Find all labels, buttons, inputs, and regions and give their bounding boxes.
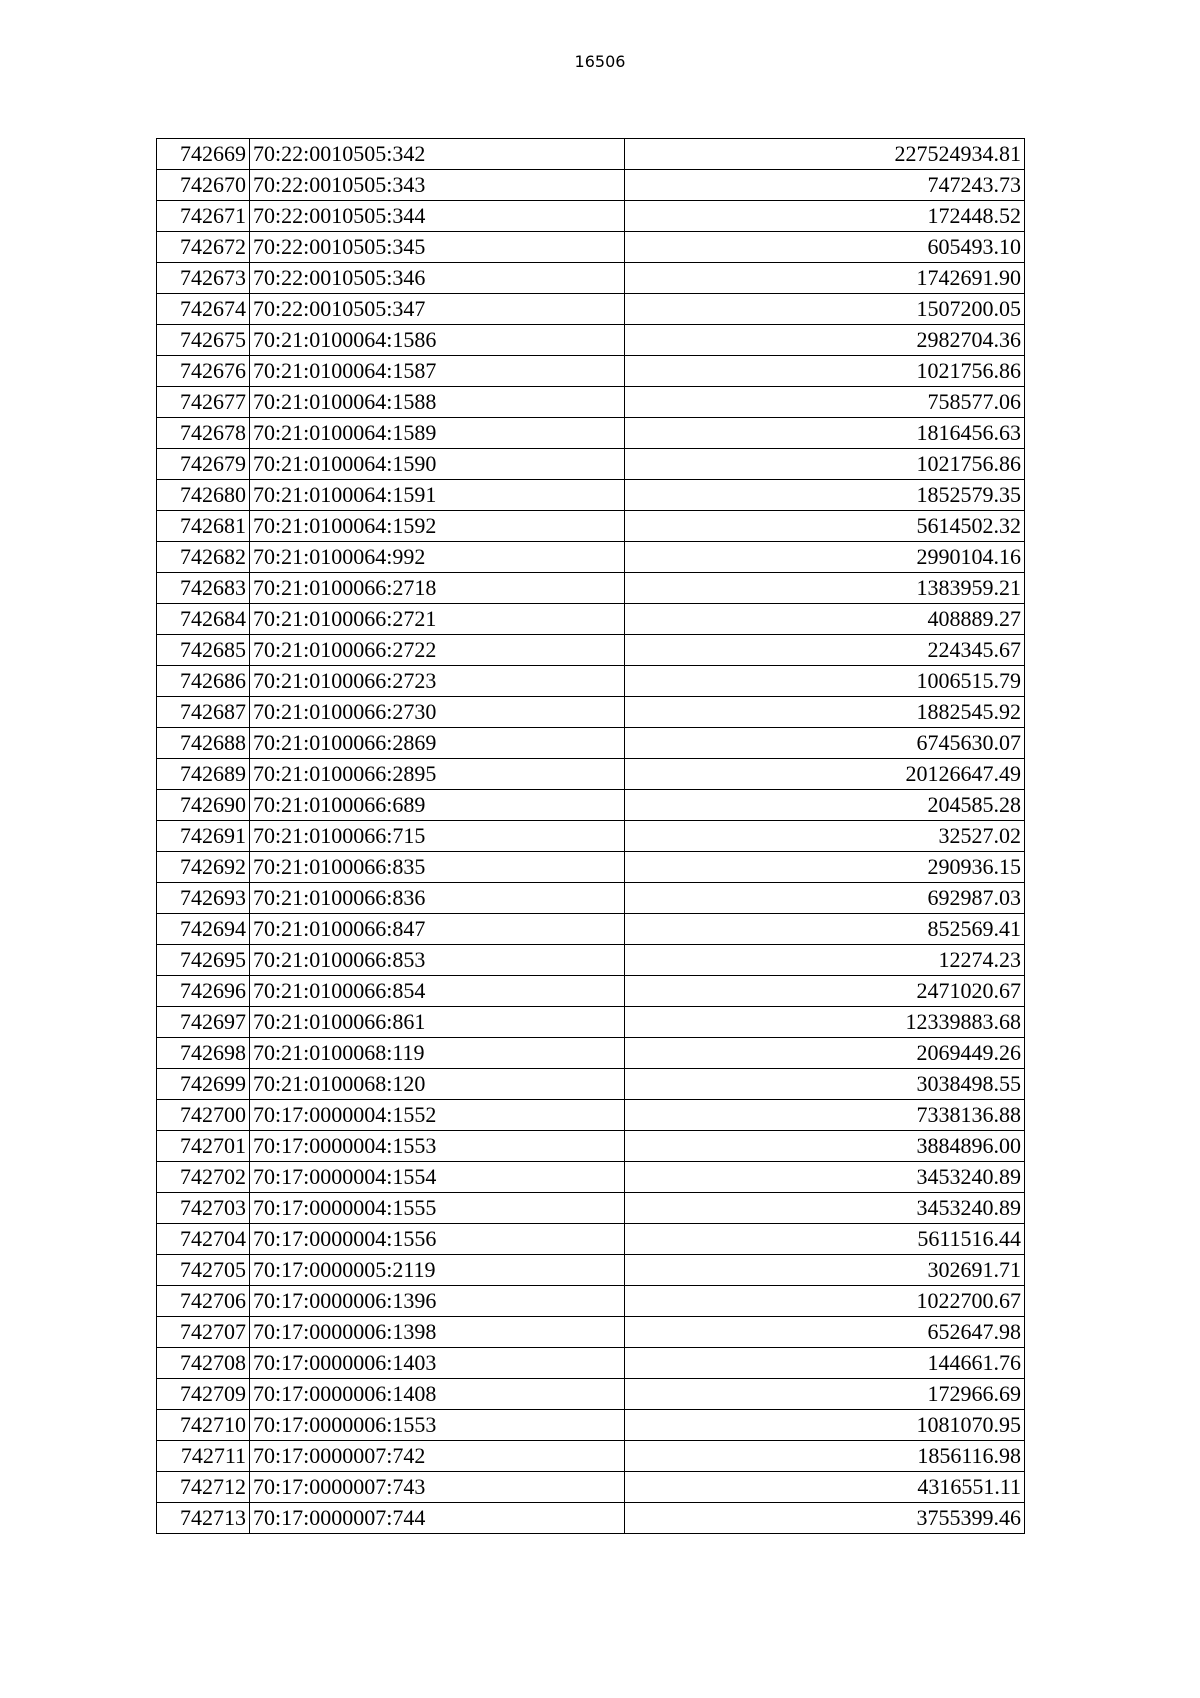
cadastral-number-cell: 70:21:0100064:1589 xyxy=(250,418,625,449)
cadastral-value-cell: 2982704.36 xyxy=(625,325,1025,356)
table-row xyxy=(157,573,1025,604)
row-number-cell: 742701 xyxy=(157,1131,250,1162)
table-row xyxy=(157,170,1025,201)
cadastral-number-cell: 70:21:0100066:2718 xyxy=(250,573,625,604)
cadastral-number-cell: 70:21:0100064:1591 xyxy=(250,480,625,511)
row-number-cell: 742713 xyxy=(157,1503,250,1534)
cadastral-number-cell: 70:17:0000006:1408 xyxy=(250,1379,625,1410)
cadastral-number-cell: 70:22:0010505:347 xyxy=(250,294,625,325)
table-row xyxy=(157,387,1025,418)
cadastral-number-cell: 70:21:0100064:1587 xyxy=(250,356,625,387)
cadastral-number-cell: 70:21:0100066:715 xyxy=(250,821,625,852)
cadastral-number-cell: 70:21:0100066:847 xyxy=(250,914,625,945)
cadastral-value-cell: 144661.76 xyxy=(625,1348,1025,1379)
cadastral-number-cell: 70:22:0010505:344 xyxy=(250,201,625,232)
table-row xyxy=(157,1379,1025,1410)
table-row xyxy=(157,697,1025,728)
row-number-cell: 742694 xyxy=(157,914,250,945)
cadastral-number-cell: 70:17:0000004:1553 xyxy=(250,1131,625,1162)
table-row xyxy=(157,883,1025,914)
row-number-cell: 742682 xyxy=(157,542,250,573)
cadastral-value-cell: 1006515.79 xyxy=(625,666,1025,697)
table-body xyxy=(157,139,1025,1534)
table-row xyxy=(157,480,1025,511)
cadastral-value-cell: 1856116.98 xyxy=(625,1441,1025,1472)
cadastral-number-cell: 70:17:0000006:1553 xyxy=(250,1410,625,1441)
cadastral-number-cell: 70:17:0000004:1552 xyxy=(250,1100,625,1131)
cadastral-value-cell: 227524934.81 xyxy=(625,139,1025,170)
table-row xyxy=(157,201,1025,232)
cadastral-number-cell: 70:17:0000004:1554 xyxy=(250,1162,625,1193)
table-row xyxy=(157,914,1025,945)
row-number-cell: 742697 xyxy=(157,1007,250,1038)
row-number-cell: 742669 xyxy=(157,139,250,170)
table-row xyxy=(157,356,1025,387)
cadastral-number-cell: 70:21:0100064:1586 xyxy=(250,325,625,356)
table-row xyxy=(157,666,1025,697)
cadastral-value-cell: 1022700.67 xyxy=(625,1286,1025,1317)
table-row xyxy=(157,232,1025,263)
cadastral-value-cell: 1882545.92 xyxy=(625,697,1025,728)
row-number-cell: 742681 xyxy=(157,511,250,542)
page-number: 16506 xyxy=(574,52,626,71)
cadastral-value-cell: 224345.67 xyxy=(625,635,1025,666)
table-row xyxy=(157,1193,1025,1224)
table-row xyxy=(157,1069,1025,1100)
cadastral-number-cell: 70:17:0000006:1403 xyxy=(250,1348,625,1379)
cadastral-value-cell: 1021756.86 xyxy=(625,449,1025,480)
cadastral-number-cell: 70:17:0000007:742 xyxy=(250,1441,625,1472)
cadastral-number-cell: 70:17:0000006:1396 xyxy=(250,1286,625,1317)
cadastral-value-cell: 6745630.07 xyxy=(625,728,1025,759)
row-number-cell: 742676 xyxy=(157,356,250,387)
cadastral-value-cell: 7338136.88 xyxy=(625,1100,1025,1131)
row-number-cell: 742688 xyxy=(157,728,250,759)
cadastral-value-cell: 3884896.00 xyxy=(625,1131,1025,1162)
table-row xyxy=(157,976,1025,1007)
cadastral-value-cell: 204585.28 xyxy=(625,790,1025,821)
table-row xyxy=(157,1441,1025,1472)
table-row xyxy=(157,852,1025,883)
cadastral-value-cell: 652647.98 xyxy=(625,1317,1025,1348)
cadastral-number-cell: 70:17:0000007:743 xyxy=(250,1472,625,1503)
cadastral-number-cell: 70:17:0000007:744 xyxy=(250,1503,625,1534)
cadastral-number-cell: 70:21:0100066:2730 xyxy=(250,697,625,728)
row-number-cell: 742708 xyxy=(157,1348,250,1379)
table-row xyxy=(157,511,1025,542)
cadastral-number-cell: 70:21:0100066:861 xyxy=(250,1007,625,1038)
cadastral-number-cell: 70:21:0100066:2721 xyxy=(250,604,625,635)
cadastral-number-cell: 70:17:0000004:1555 xyxy=(250,1193,625,1224)
table-row xyxy=(157,294,1025,325)
table-row xyxy=(157,1410,1025,1441)
row-number-cell: 742695 xyxy=(157,945,250,976)
cadastral-number-cell: 70:21:0100066:835 xyxy=(250,852,625,883)
row-number-cell: 742710 xyxy=(157,1410,250,1441)
row-number-cell: 742690 xyxy=(157,790,250,821)
cadastral-number-cell: 70:21:0100068:119 xyxy=(250,1038,625,1069)
row-number-cell: 742679 xyxy=(157,449,250,480)
table-row xyxy=(157,1162,1025,1193)
table-row xyxy=(157,945,1025,976)
cadastral-number-cell: 70:21:0100066:689 xyxy=(250,790,625,821)
cadastral-number-cell: 70:21:0100066:2869 xyxy=(250,728,625,759)
cadastral-value-cell: 1383959.21 xyxy=(625,573,1025,604)
table-row xyxy=(157,1317,1025,1348)
table-row xyxy=(157,759,1025,790)
row-number-cell: 742692 xyxy=(157,852,250,883)
cadastral-value-cell: 852569.41 xyxy=(625,914,1025,945)
cadastral-number-cell: 70:21:0100064:992 xyxy=(250,542,625,573)
cadastral-value-cell: 758577.06 xyxy=(625,387,1025,418)
table-row xyxy=(157,542,1025,573)
cadastral-value-cell: 12274.23 xyxy=(625,945,1025,976)
row-number-cell: 742675 xyxy=(157,325,250,356)
cadastral-value-cell: 1021756.86 xyxy=(625,356,1025,387)
row-number-cell: 742707 xyxy=(157,1317,250,1348)
row-number-cell: 742689 xyxy=(157,759,250,790)
cadastral-number-cell: 70:22:0010505:342 xyxy=(250,139,625,170)
row-number-cell: 742674 xyxy=(157,294,250,325)
row-number-cell: 742678 xyxy=(157,418,250,449)
cadastral-value-cell: 1507200.05 xyxy=(625,294,1025,325)
cadastral-value-cell: 3038498.55 xyxy=(625,1069,1025,1100)
cadastral-value-cell: 5614502.32 xyxy=(625,511,1025,542)
row-number-cell: 742711 xyxy=(157,1441,250,1472)
cadastral-number-cell: 70:22:0010505:346 xyxy=(250,263,625,294)
cadastral-value-cell: 1742691.90 xyxy=(625,263,1025,294)
table-row xyxy=(157,1286,1025,1317)
row-number-cell: 742703 xyxy=(157,1193,250,1224)
cadastral-value-cell: 172448.52 xyxy=(625,201,1025,232)
row-number-cell: 742673 xyxy=(157,263,250,294)
cadastral-number-cell: 70:22:0010505:343 xyxy=(250,170,625,201)
cadastral-number-cell: 70:21:0100068:120 xyxy=(250,1069,625,1100)
row-number-cell: 742704 xyxy=(157,1224,250,1255)
cadastral-number-cell: 70:21:0100066:836 xyxy=(250,883,625,914)
cadastral-number-cell: 70:22:0010505:345 xyxy=(250,232,625,263)
cadastral-value-cell: 4316551.11 xyxy=(625,1472,1025,1503)
cadastral-number-cell: 70:21:0100064:1590 xyxy=(250,449,625,480)
cadastral-number-cell: 70:21:0100066:2895 xyxy=(250,759,625,790)
row-number-cell: 742705 xyxy=(157,1255,250,1286)
cadastral-value-cell: 747243.73 xyxy=(625,170,1025,201)
table-row xyxy=(157,1100,1025,1131)
cadastral-value-cell: 290936.15 xyxy=(625,852,1025,883)
cadastral-value-cell: 12339883.68 xyxy=(625,1007,1025,1038)
row-number-cell: 742699 xyxy=(157,1069,250,1100)
cadastral-value-cell: 3453240.89 xyxy=(625,1193,1025,1224)
table-row xyxy=(157,790,1025,821)
table-row xyxy=(157,1007,1025,1038)
cadastral-value-cell: 408889.27 xyxy=(625,604,1025,635)
row-number-cell: 742687 xyxy=(157,697,250,728)
cadastral-number-cell: 70:21:0100066:854 xyxy=(250,976,625,1007)
table-row xyxy=(157,139,1025,170)
cadastral-value-cell: 3453240.89 xyxy=(625,1162,1025,1193)
cadastral-number-cell: 70:21:0100064:1588 xyxy=(250,387,625,418)
cadastral-number-cell: 70:17:0000006:1398 xyxy=(250,1317,625,1348)
table-row xyxy=(157,1255,1025,1286)
cadastral-value-cell: 172966.69 xyxy=(625,1379,1025,1410)
cadastral-value-cell: 302691.71 xyxy=(625,1255,1025,1286)
cadastral-number-cell: 70:17:0000004:1556 xyxy=(250,1224,625,1255)
cadastral-value-cell: 20126647.49 xyxy=(625,759,1025,790)
cadastral-number-cell: 70:17:0000005:2119 xyxy=(250,1255,625,1286)
table-row xyxy=(157,728,1025,759)
cadastral-value-cell: 1852579.35 xyxy=(625,480,1025,511)
cadastral-value-cell: 3755399.46 xyxy=(625,1503,1025,1534)
row-number-cell: 742680 xyxy=(157,480,250,511)
cadastral-value-cell: 2471020.67 xyxy=(625,976,1025,1007)
table-row xyxy=(157,418,1025,449)
row-number-cell: 742706 xyxy=(157,1286,250,1317)
row-number-cell: 742698 xyxy=(157,1038,250,1069)
row-number-cell: 742685 xyxy=(157,635,250,666)
row-number-cell: 742709 xyxy=(157,1379,250,1410)
table-row xyxy=(157,1131,1025,1162)
cadastral-value-cell: 1081070.95 xyxy=(625,1410,1025,1441)
row-number-cell: 742683 xyxy=(157,573,250,604)
cadastral-value-cell: 692987.03 xyxy=(625,883,1025,914)
cadastral-number-cell: 70:21:0100066:2723 xyxy=(250,666,625,697)
table-row xyxy=(157,1472,1025,1503)
row-number-cell: 742696 xyxy=(157,976,250,1007)
row-number-cell: 742684 xyxy=(157,604,250,635)
row-number-cell: 742712 xyxy=(157,1472,250,1503)
row-number-cell: 742677 xyxy=(157,387,250,418)
row-number-cell: 742686 xyxy=(157,666,250,697)
cadastral-value-table xyxy=(156,138,1025,1534)
cadastral-value-cell: 605493.10 xyxy=(625,232,1025,263)
table-row xyxy=(157,1348,1025,1379)
cadastral-number-cell: 70:21:0100066:853 xyxy=(250,945,625,976)
cadastral-value-cell: 1816456.63 xyxy=(625,418,1025,449)
row-number-cell: 742671 xyxy=(157,201,250,232)
row-number-cell: 742700 xyxy=(157,1100,250,1131)
cadastral-number-cell: 70:21:0100064:1592 xyxy=(250,511,625,542)
table-row xyxy=(157,1038,1025,1069)
table-row xyxy=(157,449,1025,480)
table-row xyxy=(157,821,1025,852)
table-row xyxy=(157,604,1025,635)
row-number-cell: 742672 xyxy=(157,232,250,263)
cadastral-value-cell: 2069449.26 xyxy=(625,1038,1025,1069)
cadastral-number-cell: 70:21:0100066:2722 xyxy=(250,635,625,666)
row-number-cell: 742693 xyxy=(157,883,250,914)
row-number-cell: 742691 xyxy=(157,821,250,852)
row-number-cell: 742702 xyxy=(157,1162,250,1193)
table-row xyxy=(157,1224,1025,1255)
table-row xyxy=(157,635,1025,666)
table-row xyxy=(157,1503,1025,1534)
cadastral-value-cell: 5611516.44 xyxy=(625,1224,1025,1255)
table-row xyxy=(157,263,1025,294)
table-row xyxy=(157,325,1025,356)
cadastral-value-cell: 2990104.16 xyxy=(625,542,1025,573)
row-number-cell: 742670 xyxy=(157,170,250,201)
cadastral-value-cell: 32527.02 xyxy=(625,821,1025,852)
